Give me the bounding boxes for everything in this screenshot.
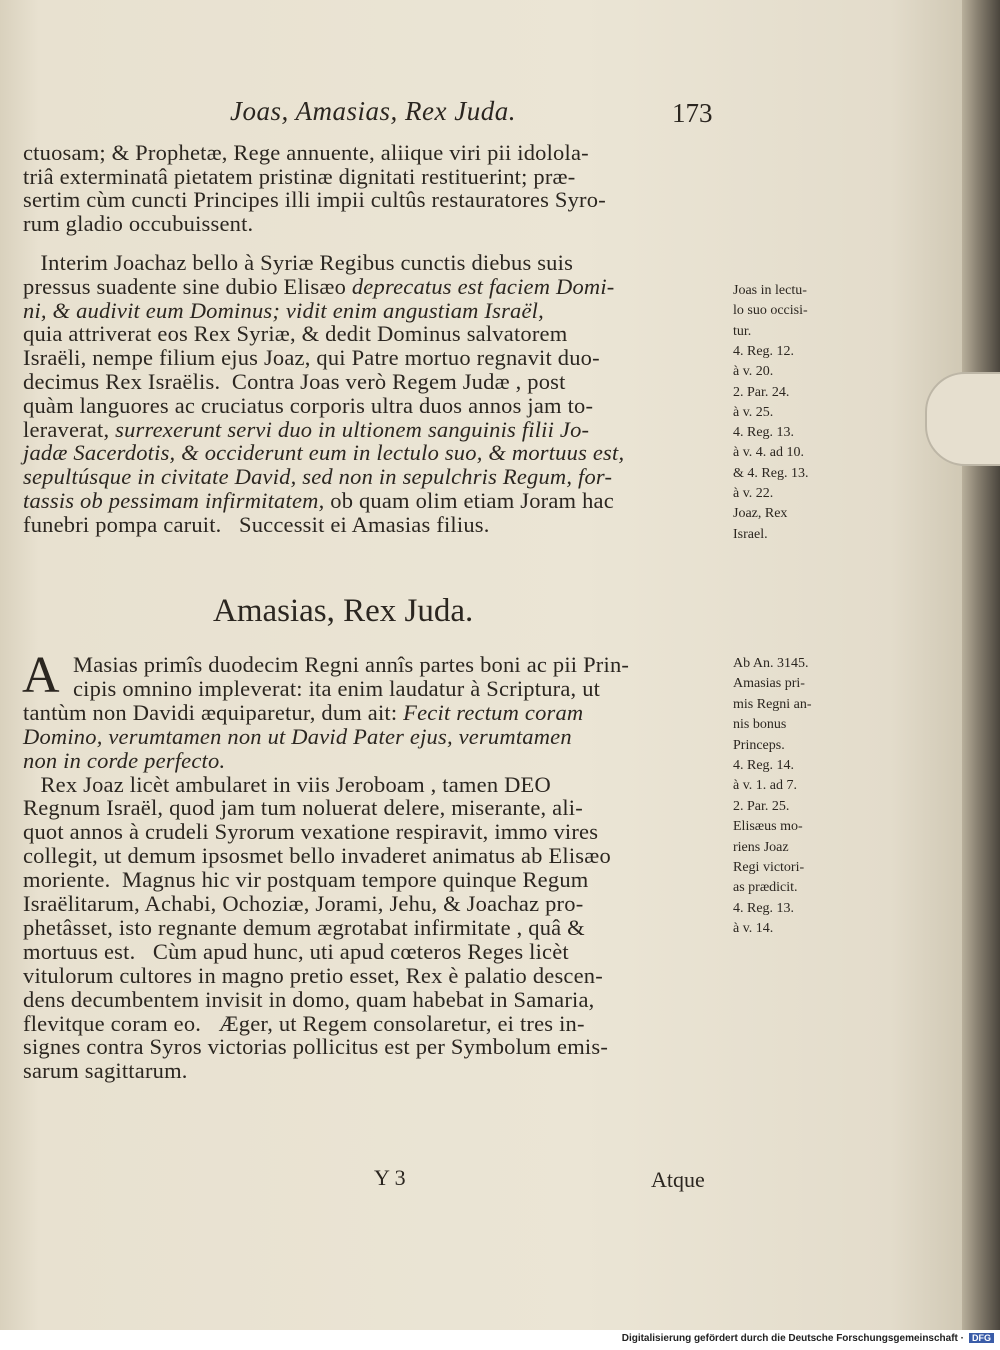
marginal-note-line: 2. Par. 25. — [733, 798, 790, 814]
marginal-note-line: Israel. — [733, 526, 768, 542]
text-run: quia attriverat eos Rex Syriæ, & dedit Dominus salvatorem — [23, 321, 568, 347]
scan-footer — [0, 1330, 1000, 1350]
text-line — [23, 298, 544, 324]
marginal-note-line: riens Joaz — [733, 839, 789, 855]
text-line — [23, 795, 583, 821]
text-run: decimus Rex Israëlis. Contra Joas verò Regem Judæ , post — [23, 369, 566, 394]
text-line — [23, 512, 490, 538]
text-line — [73, 652, 629, 678]
text-line — [23, 772, 551, 798]
text-run: pressus suadente sine dubio Elisæo — [23, 273, 352, 299]
text-run: sarum sagittarum. — [23, 1058, 188, 1084]
text-run: surrexerunt servi duo in ultionem sanguinis filii Jo- — [115, 416, 590, 442]
text-line — [23, 963, 603, 989]
text-line — [23, 915, 585, 941]
text-run: collegit, ut demum ipsosmet bello invaderet animatus ab Elisæo — [23, 843, 611, 869]
text-run: Israëlitarum, Achabi, Ochoziæ, Jorami, Jehu, & Joachaz pro- — [23, 891, 584, 916]
text-line: triâ exterminatâ pietatem pristinæ dignitati restituerint; præ- — [23, 163, 576, 189]
text-line — [23, 891, 583, 917]
text-run: funebri pompa caruit. Successit ei Amasias filius. — [23, 511, 490, 537]
text-run: quot annos à crudeli Syrorum vexatione respiravit, immo vires — [23, 819, 599, 845]
text-line — [23, 987, 594, 1013]
text-line — [23, 345, 600, 371]
marginal-note-line: nis bonus — [733, 717, 787, 733]
text-line — [23, 1058, 188, 1084]
text-line — [23, 417, 589, 443]
text-run: dens decumbentem invisit in domo, quam habebat in Samaria, — [23, 986, 595, 1012]
text-run: ob quam olim etiam Joram hac — [330, 488, 614, 513]
text-line — [23, 250, 573, 276]
text-line: sertim cùm cuncti Principes illi impii cultûs restauratores Syro- — [23, 187, 606, 212]
text-run: flevitque coram eo. Æger, ut Regem consolaretur, ei tres in- — [23, 1010, 585, 1036]
marginal-note-line: Ab An. 3145. — [733, 656, 809, 671]
text-line — [23, 1011, 585, 1037]
section-title: Amasias, Rex Juda. — [213, 593, 474, 629]
marginal-note-line: 4. Reg. 14. — [733, 758, 795, 773]
text-line — [73, 676, 600, 702]
text-run: mortuus est. Cùm apud hunc, uti apud cœteros Reges licèt — [23, 938, 569, 964]
text-line — [23, 321, 567, 347]
marginal-note-line: à v. 20. — [733, 364, 774, 380]
text-line — [23, 274, 614, 300]
text-run: phetâsset, isto regnante demum ægrotabat infirmitate , quâ & — [23, 914, 585, 940]
text-run: deprecatus est faciem Domi- — [351, 273, 615, 299]
text-line — [23, 440, 624, 466]
text-line — [23, 819, 598, 845]
marginal-note-line: & 4. Reg. 13. — [733, 465, 809, 481]
marginal-note-line: Amasias pri- — [733, 676, 805, 692]
text-run: Masias primîs duodecim Regni annîs partes boni ac pii Prin- — [73, 652, 630, 677]
marginal-note-line: Joas in lectu- — [733, 283, 807, 298]
text-run: sepultúsque in civitate David, sed non in sepulchris Regum, for- — [23, 464, 613, 490]
marginal-note-line: tur. — [733, 323, 752, 339]
marginal-note-line: Joaz, Rex — [733, 506, 788, 522]
text-run: leraverat, — [23, 416, 116, 442]
marginal-note-line: à v. 4. ad 10. — [733, 445, 805, 461]
text-line — [23, 488, 614, 514]
text-line — [23, 1034, 608, 1060]
marginal-note-line: 2. Par. 24. — [733, 384, 790, 400]
scan-bookmark-tab — [925, 372, 1000, 466]
marginal-note-line: 4. Reg. 13. — [733, 900, 795, 916]
text-line — [23, 843, 611, 869]
marginal-note-line: Princeps. — [733, 737, 785, 753]
marginal-note-line: mis Regni an- — [733, 696, 812, 712]
text-run: Regnum Israël, quod jam tum noluerat delere, miserante, ali- — [23, 795, 583, 821]
text-run: ni, & audivit eum Dominus; vidit enim angustiam Israël, — [23, 297, 544, 323]
text-run: signes contra Syros victorias pollicitus est per Symbolum emis- — [23, 1034, 609, 1060]
drop-cap: A — [22, 647, 60, 704]
page-number: 173 — [672, 98, 713, 128]
text-line — [23, 700, 583, 726]
text-run: cipis omnino impleverat: ita enim laudatur à Scriptura, ut — [73, 675, 601, 701]
text-run: tassis ob pessimam infirmitatem, — [23, 488, 331, 513]
text-line: rum gladio occubuissent. — [23, 210, 254, 236]
marginal-note-line: 4. Reg. 13. — [733, 425, 795, 441]
page-edge-shadow — [962, 0, 1000, 1330]
text-run: Rex Joaz licèt ambularet in viis Jeroboam , tamen DEO — [23, 771, 551, 797]
marginal-note-line: 4. Reg. 12. — [733, 343, 795, 359]
text-line — [23, 939, 569, 965]
marginal-note-line: à v. 1. ad 7. — [733, 778, 798, 794]
text-run: vitulorum cultores in magno pretio esset, Rex è palatio descen- — [23, 962, 603, 988]
marginal-note-line: Elisæus mo- — [733, 819, 803, 835]
marginal-note-line: as prædicit. — [733, 880, 798, 896]
running-header: Joas, Amasias, Rex Juda. — [230, 96, 516, 126]
text-run: tantùm non Davidi æquiparetur, dum ait: — [23, 699, 404, 725]
text-run: Interim Joachaz bello à Syriæ Regibus cunctis diebus suis — [23, 250, 574, 275]
dfg-logo: DFG — [969, 1333, 994, 1343]
marginal-note-line: à v. 22. — [733, 486, 774, 501]
marginal-note-line: lo suo occisi- — [733, 303, 808, 319]
footer-credit: Digitalisierung gefördert durch die Deutsche Forschungsgemeinschaft · — [621, 1333, 964, 1344]
text-run: non in corde perfecto. — [23, 747, 226, 773]
text-line — [23, 867, 588, 893]
text-run: jadæ Sacerdotis, & occiderunt eum in lectulo suo, & mortuus est, — [23, 440, 625, 466]
marginal-note-line: à v. 25. — [733, 404, 774, 420]
text-run: quàm languores ac cruciatus corporis ultra duos annos jam to- — [23, 392, 594, 418]
signature-mark: Y 3 — [374, 1165, 406, 1190]
text-line — [23, 748, 225, 774]
text-line — [23, 724, 572, 750]
text-run: Domino, verumtamen non ut David Pater ejus, verumtamen — [23, 723, 572, 749]
text-run: moriente. Magnus hic vir postquam tempore quinque Regum — [23, 867, 589, 893]
text-line — [23, 393, 593, 419]
text-line — [23, 369, 566, 395]
text-line: ctuosam; & Prophetæ, Rege annuente, aliique viri pii idolola- — [23, 140, 589, 165]
catchword: Atque — [651, 1167, 705, 1192]
marginal-note-line: à v. 14. — [733, 921, 774, 937]
text-line — [23, 464, 612, 490]
text-run: Fecit rectum coram — [403, 699, 584, 725]
text-run: Israëli, nempe filium ejus Joaz, qui Patre mortuo regnavit duo- — [23, 345, 600, 371]
marginal-note-line: Regi victori- — [733, 860, 805, 875]
